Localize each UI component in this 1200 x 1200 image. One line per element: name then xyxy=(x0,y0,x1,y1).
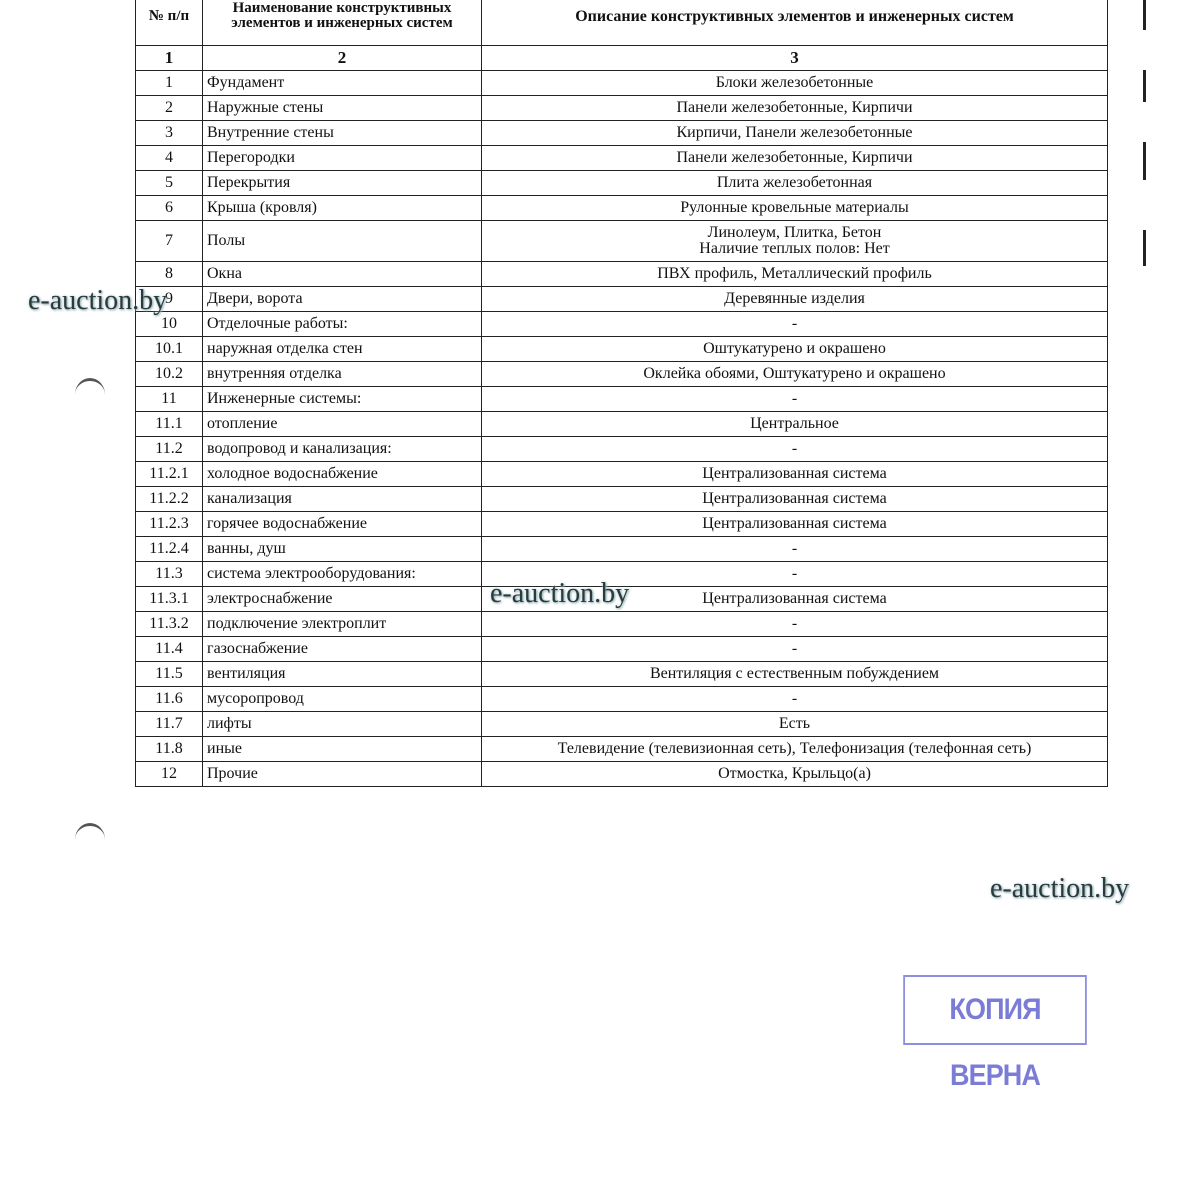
element-description: Плита железобетонная xyxy=(482,171,1108,196)
element-description: Централизованная система xyxy=(482,587,1108,612)
row-number: 2 xyxy=(136,96,203,121)
element-name: внутренняя отделка xyxy=(203,362,482,387)
scan-edge-mark xyxy=(1143,230,1146,266)
element-description: Централизованная система xyxy=(482,462,1108,487)
table-row xyxy=(136,687,1108,712)
table-row xyxy=(136,196,1108,221)
table-row xyxy=(136,287,1108,312)
punch-hole xyxy=(75,823,105,856)
row-number: 7 xyxy=(136,221,203,262)
row-number: 11.2.1 xyxy=(136,462,203,487)
copy-certified-stamp: КОПИЯ ВЕРНА xyxy=(903,975,1087,1045)
description-line: Наличие теплых полов: Нет xyxy=(699,240,890,257)
element-name: Фундамент xyxy=(203,71,482,96)
element-name: Перегородки xyxy=(203,146,482,171)
watermark: e-auction.by xyxy=(490,578,630,609)
scan-edge-mark xyxy=(1143,142,1146,180)
header-number: № п/п xyxy=(136,0,203,46)
row-number: 11.2.2 xyxy=(136,487,203,512)
element-name: Крыша (кровля) xyxy=(203,196,482,221)
table-row xyxy=(136,221,1108,262)
element-name: Наружные стены xyxy=(203,96,482,121)
element-name: Полы xyxy=(203,221,482,262)
table-row xyxy=(136,462,1108,487)
element-description: - xyxy=(482,687,1108,712)
row-number: 10.2 xyxy=(136,362,203,387)
row-number: 11.2 xyxy=(136,437,203,462)
element-description: - xyxy=(482,637,1108,662)
punch-hole xyxy=(75,378,105,411)
row-number: 11.5 xyxy=(136,662,203,687)
watermark: e-auction.by xyxy=(990,873,1130,904)
row-number: 11.3.1 xyxy=(136,587,203,612)
element-description: - xyxy=(482,437,1108,462)
table-row xyxy=(136,312,1108,337)
row-number: 11.4 xyxy=(136,637,203,662)
table-header-row xyxy=(136,0,1108,46)
element-name: наружная отделка стен xyxy=(203,337,482,362)
element-description: Блоки железобетонные xyxy=(482,71,1108,96)
table-row xyxy=(136,637,1108,662)
header-description: Описание конструктивных элементов и инженерных систем xyxy=(482,0,1108,46)
element-name: Инженерные системы: xyxy=(203,387,482,412)
table-row xyxy=(136,146,1108,171)
element-name: подключение электроплит xyxy=(203,612,482,637)
element-name: водопровод и канализация: xyxy=(203,437,482,462)
element-name: вентиляция xyxy=(203,662,482,687)
table-row xyxy=(136,337,1108,362)
element-name: холодное водоснабжение xyxy=(203,462,482,487)
element-name: система электрооборудования: xyxy=(203,562,482,587)
scan-edge-mark xyxy=(1143,0,1146,30)
table-row xyxy=(136,412,1108,437)
row-number: 11.6 xyxy=(136,687,203,712)
table-row xyxy=(136,612,1108,637)
row-number: 10.1 xyxy=(136,337,203,362)
row-number: 11.2.4 xyxy=(136,537,203,562)
watermark: e-auction.by xyxy=(28,285,168,316)
element-name: канализация xyxy=(203,487,482,512)
element-name: лифты xyxy=(203,712,482,737)
construction-elements-table xyxy=(135,0,1108,787)
element-name: мусоропровод xyxy=(203,687,482,712)
row-number: 11.2.3 xyxy=(136,512,203,537)
element-name: Прочие xyxy=(203,762,482,787)
element-description xyxy=(482,221,1108,262)
row-number: 11.3 xyxy=(136,562,203,587)
element-name: Двери, ворота xyxy=(203,287,482,312)
table-row xyxy=(136,512,1108,537)
table-row xyxy=(136,96,1108,121)
column-number: 3 xyxy=(482,46,1108,71)
element-name: отопление xyxy=(203,412,482,437)
table-row xyxy=(136,487,1108,512)
element-name: газоснабжение xyxy=(203,637,482,662)
scan-edge-mark xyxy=(1143,70,1146,102)
element-name: Отделочные работы: xyxy=(203,312,482,337)
element-description: - xyxy=(482,537,1108,562)
table-row xyxy=(136,662,1108,687)
element-name: горячее водоснабжение xyxy=(203,512,482,537)
element-description: Панели железобетонные, Кирпичи xyxy=(482,96,1108,121)
element-description: - xyxy=(482,612,1108,637)
element-name: иные xyxy=(203,737,482,762)
element-description: - xyxy=(482,387,1108,412)
element-description: Вентиляция с естественным побуждением xyxy=(482,662,1108,687)
header-name: Наименование конструктивных элементов и инженерных систем xyxy=(203,0,482,46)
element-description: Отмостка, Крыльцо(а) xyxy=(482,762,1108,787)
row-number: 1 xyxy=(136,71,203,96)
column-number-row xyxy=(136,46,1108,71)
element-description: ПВХ профиль, Металлический профиль xyxy=(482,262,1108,287)
element-description: Оштукатурено и окрашено xyxy=(482,337,1108,362)
element-description: Рулонные кровельные материалы xyxy=(482,196,1108,221)
element-name: Внутренние стены xyxy=(203,121,482,146)
table-row xyxy=(136,437,1108,462)
element-name: электроснабжение xyxy=(203,587,482,612)
row-number: 11.1 xyxy=(136,412,203,437)
element-name: Окна xyxy=(203,262,482,287)
element-description: - xyxy=(482,562,1108,587)
description-line: Линолеум, Плитка, Бетон xyxy=(707,224,882,241)
table-row xyxy=(136,171,1108,196)
table-row xyxy=(136,262,1108,287)
element-description: Телевидение (телевизионная сеть), Телефонизация (телефонная сеть) xyxy=(482,737,1108,762)
row-number: 11.3.2 xyxy=(136,612,203,637)
row-number: 5 xyxy=(136,171,203,196)
table-row xyxy=(136,712,1108,737)
element-description: Панели железобетонные, Кирпичи xyxy=(482,146,1108,171)
column-number: 2 xyxy=(203,46,482,71)
row-number: 11.7 xyxy=(136,712,203,737)
element-description: Кирпичи, Панели железобетонные xyxy=(482,121,1108,146)
element-description: Деревянные изделия xyxy=(482,287,1108,312)
element-description: Есть xyxy=(482,712,1108,737)
element-description: - xyxy=(482,312,1108,337)
table-row xyxy=(136,121,1108,146)
table-row xyxy=(136,387,1108,412)
table-row xyxy=(136,537,1108,562)
table-row xyxy=(136,762,1108,787)
element-description: Центральное xyxy=(482,412,1108,437)
row-number: 11 xyxy=(136,387,203,412)
element-description: Оклейка обоями, Оштукатурено и окрашено xyxy=(482,362,1108,387)
row-number: 10 xyxy=(136,312,203,337)
element-name: ванны, душ xyxy=(203,537,482,562)
row-number: 9 xyxy=(136,287,203,312)
table-row xyxy=(136,737,1108,762)
column-number: 1 xyxy=(136,46,203,71)
row-number: 12 xyxy=(136,762,203,787)
row-number: 6 xyxy=(136,196,203,221)
row-number: 4 xyxy=(136,146,203,171)
row-number: 8 xyxy=(136,262,203,287)
element-description: Централизованная система xyxy=(482,487,1108,512)
table-row xyxy=(136,362,1108,387)
row-number: 11.8 xyxy=(136,737,203,762)
row-number: 3 xyxy=(136,121,203,146)
element-name: Перекрытия xyxy=(203,171,482,196)
element-description: Централизованная система xyxy=(482,512,1108,537)
table-row xyxy=(136,71,1108,96)
